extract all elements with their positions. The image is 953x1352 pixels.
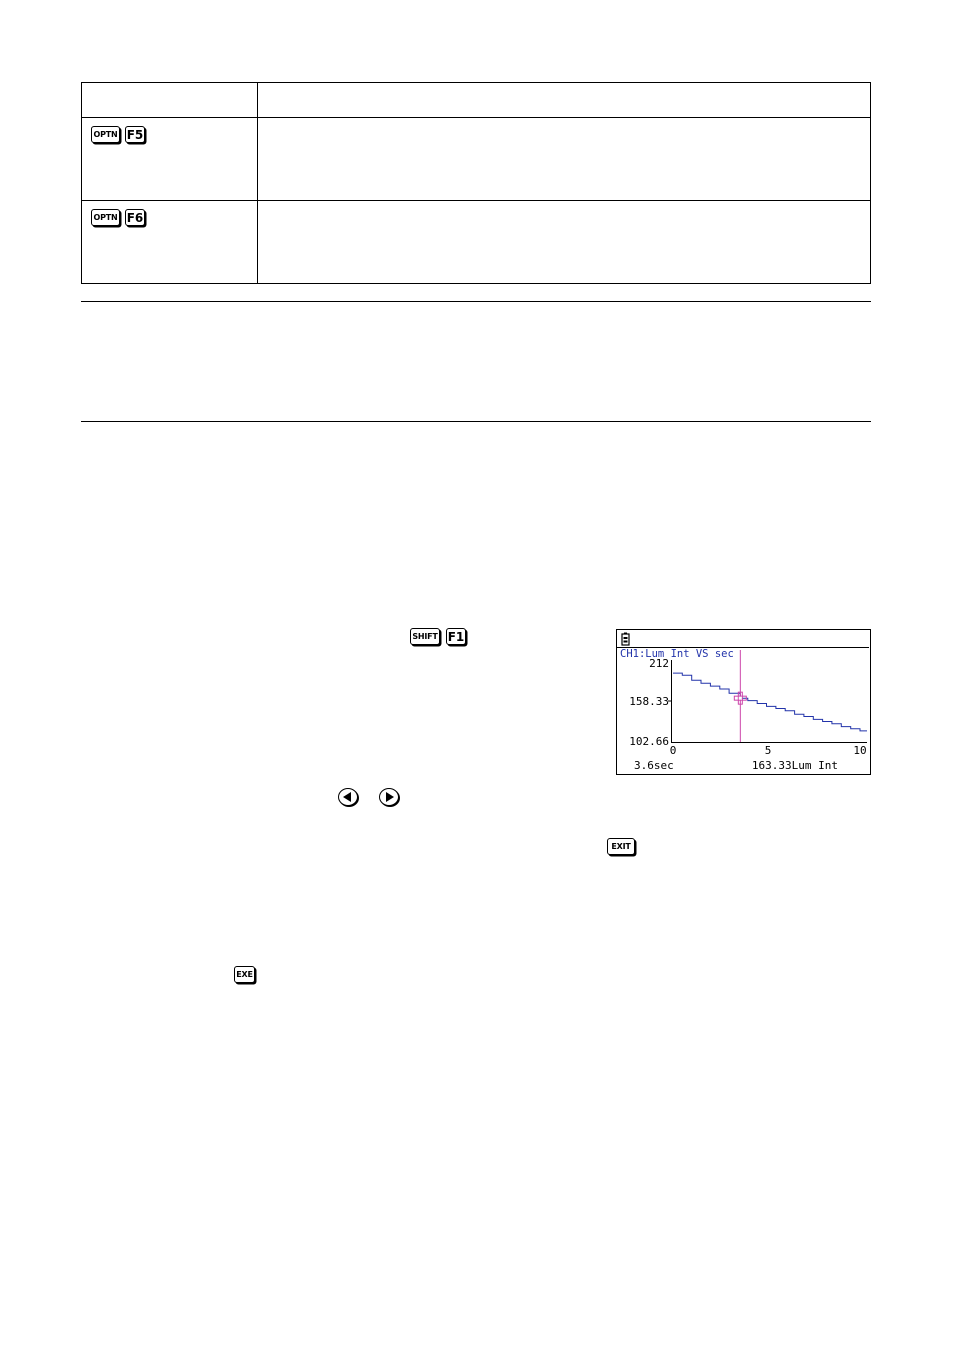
exit-key: EXIT <box>607 838 635 855</box>
table-header-rule <box>82 117 870 118</box>
section-rule-bottom <box>81 421 871 422</box>
readout-x: 3.6sec <box>634 759 674 772</box>
optn-key: OPTN <box>91 209 120 226</box>
x-tick-label: 5 <box>764 744 772 757</box>
f5-key: F5 <box>126 127 144 142</box>
left-arrow-icon <box>343 792 351 802</box>
f1-key: F1 <box>447 629 465 644</box>
optn-key: OPTN <box>91 126 120 143</box>
x-tick-label: 0 <box>669 744 677 757</box>
battery-icon <box>622 633 629 646</box>
trace-graph <box>617 630 869 773</box>
left-arrow-key <box>338 788 358 806</box>
exe-key: EXE <box>234 966 255 983</box>
key-table <box>81 82 871 284</box>
right-arrow-key <box>379 788 399 806</box>
table-divider <box>257 83 258 283</box>
readout-y: 163.33Lum Int <box>751 759 838 772</box>
graph-header: CH1:Lum Int VS sec <box>620 648 734 660</box>
y-tick-label: 102.66 <box>629 735 669 748</box>
right-arrow-icon <box>386 792 394 802</box>
y-tick-label: 158.33 <box>629 695 669 708</box>
calculator-screen <box>616 629 871 775</box>
data-series-line <box>673 673 867 731</box>
section-rule-top <box>81 301 871 302</box>
y-tick-label: 212 <box>649 657 669 670</box>
f6-key: F6 <box>126 210 144 225</box>
x-tick-label: 10 <box>853 744 867 757</box>
table-row-rule <box>82 200 870 201</box>
shift-key: SHIFT <box>410 628 440 645</box>
